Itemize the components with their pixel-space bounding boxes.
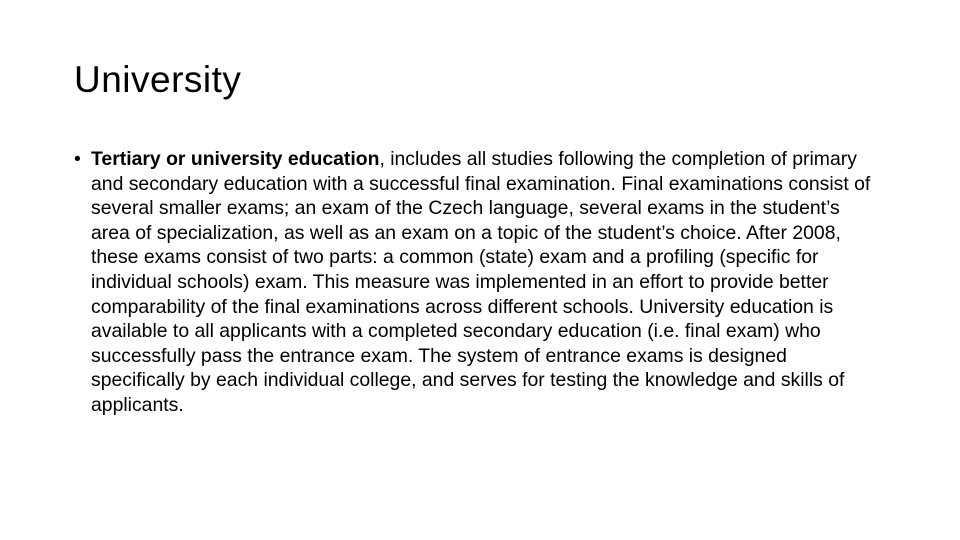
slide-title: University [74, 59, 242, 100]
bullet-lead-text: Tertiary or university education [91, 148, 380, 170]
bullet-body-text: , includes all studies following the completion of primary and secondary education with a successful final examination. Final examinations consist of several smaller exams; an exam of the Czech language, several exams in the student’s area of specialization, as well as an exam on a topic of the student’s choice. After 2008, these exams consist of two parts: a common (state) exam and a profiling (specific for individual schools) exam. This measure was implemented in an effort to provide better comparability of the final examinations across different schools. University education is available to all applicants with a completed secondary education (i.e. final exam) who successfully pass the entrance exam. The system of entrance exams is designed specifically by each individual college, and serves for testing the knowledge and skills of applicants. [91, 148, 871, 416]
bullet-item [74, 147, 874, 418]
slide-body [74, 147, 874, 418]
bullet-icon: • [74, 148, 81, 170]
